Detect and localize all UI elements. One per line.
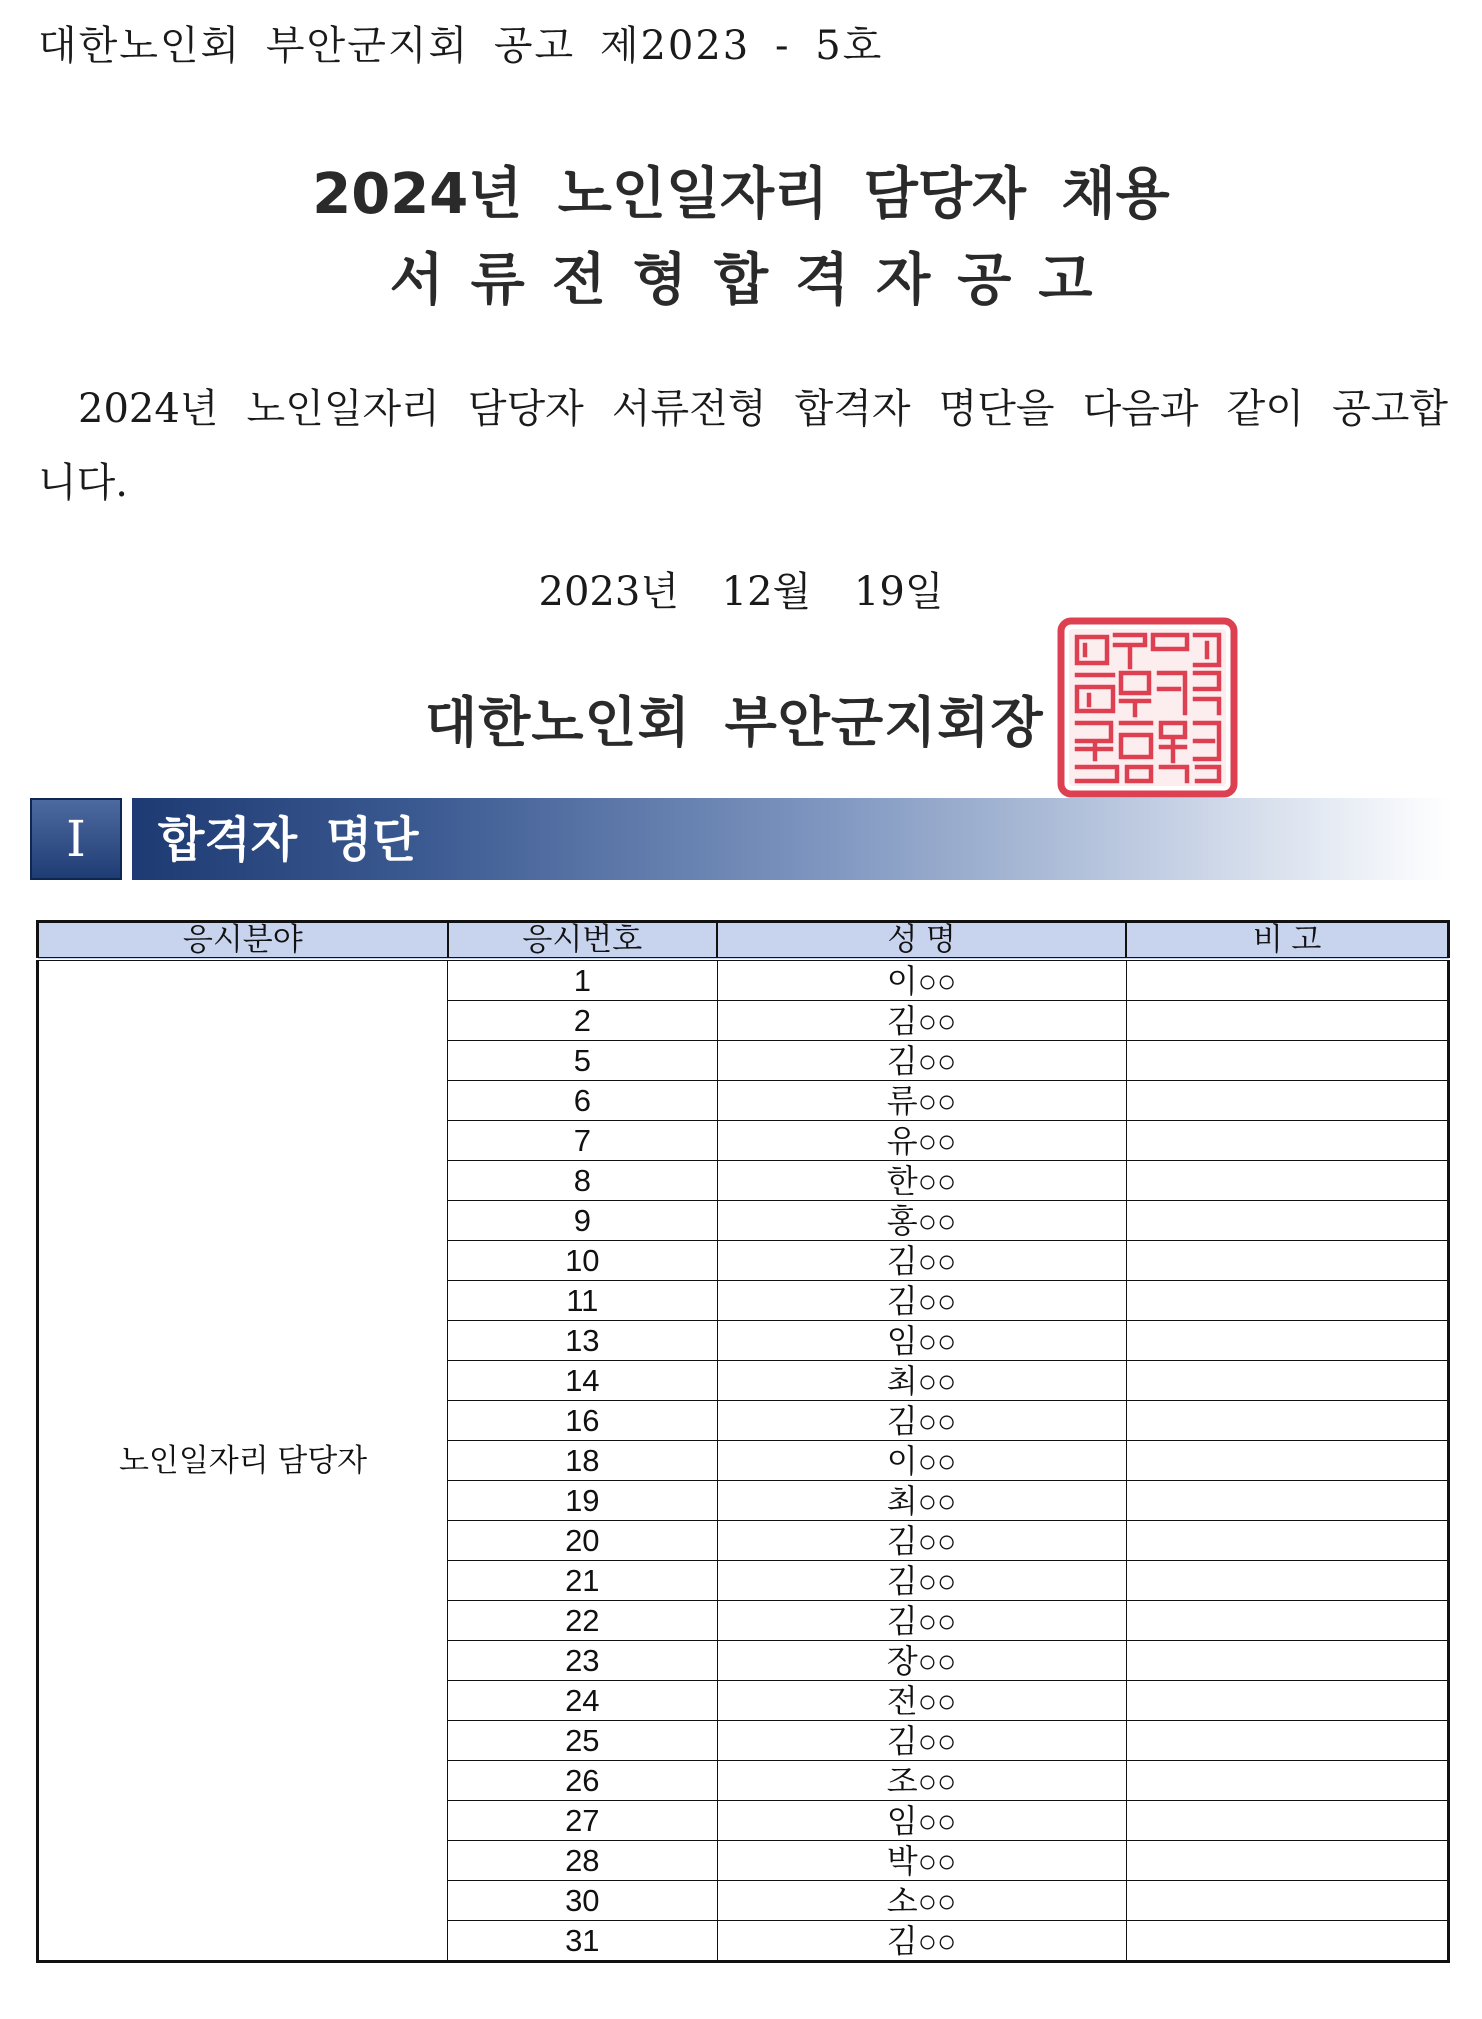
cell-number: 20 [448, 1521, 717, 1561]
notice-number: 대한노인회 부안군지회 공고 제2023 - 5호 [38, 23, 884, 69]
cell-number: 14 [448, 1361, 717, 1401]
cell-note [1126, 1601, 1448, 1641]
cell-note [1126, 959, 1448, 1001]
table-header-row [38, 922, 1449, 960]
header-name: 성 명 [717, 922, 1126, 960]
cell-name: 이○○ [717, 959, 1126, 1001]
cell-note [1126, 1001, 1448, 1041]
cell-name: 임○○ [717, 1801, 1126, 1841]
header-number: 응시번호 [448, 922, 717, 960]
cell-name: 홍○○ [717, 1201, 1126, 1241]
cell-note [1126, 1161, 1448, 1201]
cell-name: 김○○ [717, 1241, 1126, 1281]
cell-name: 김○○ [717, 1001, 1126, 1041]
cell-note [1126, 1721, 1448, 1761]
cell-name: 유○○ [717, 1121, 1126, 1161]
cell-note [1126, 1081, 1448, 1121]
cell-number: 21 [448, 1561, 717, 1601]
cell-note [1126, 1201, 1448, 1241]
header-field: 응시분야 [38, 922, 448, 960]
cell-note [1126, 1121, 1448, 1161]
cell-number: 22 [448, 1601, 717, 1641]
cell-number: 18 [448, 1441, 717, 1481]
cell-note [1126, 1281, 1448, 1321]
cell-note [1126, 1481, 1448, 1521]
cell-number: 13 [448, 1321, 717, 1361]
cell-note [1126, 1241, 1448, 1281]
cell-note [1126, 1641, 1448, 1681]
cell-number: 6 [448, 1081, 717, 1121]
header-note: 비 고 [1126, 922, 1448, 960]
cell-note [1126, 1041, 1448, 1081]
cell-note [1126, 1401, 1448, 1441]
faint-stamp-mark [1400, 620, 1460, 632]
cell-note [1126, 1921, 1448, 1962]
cell-name: 박○○ [717, 1841, 1126, 1881]
cell-name: 전○○ [717, 1681, 1126, 1721]
cell-name: 김○○ [717, 1921, 1126, 1962]
cell-name: 한○○ [717, 1161, 1126, 1201]
cell-number: 25 [448, 1721, 717, 1761]
cell-name: 류○○ [717, 1081, 1126, 1121]
cell-number: 23 [448, 1641, 717, 1681]
cell-field: 노인일자리 담당자 [38, 959, 448, 1962]
cell-name: 김○○ [717, 1721, 1126, 1761]
cell-number: 24 [448, 1681, 717, 1721]
cell-note [1126, 1361, 1448, 1401]
cell-note [1126, 1321, 1448, 1361]
document-subtitle: 서류전형합격자공고 [389, 248, 1120, 313]
cell-number: 27 [448, 1801, 717, 1841]
cell-number: 2 [448, 1001, 717, 1041]
intro-paragraph: 2024년 노인일자리 담당자 서류전형 합격자 명단을 다음과 같이 공고합니다. [38, 386, 1448, 506]
cell-name: 김○○ [717, 1561, 1126, 1601]
results-table [36, 920, 1450, 1963]
official-seal [1055, 615, 1240, 800]
cell-name: 최○○ [717, 1361, 1126, 1401]
cell-number: 7 [448, 1121, 717, 1161]
cell-number: 30 [448, 1881, 717, 1921]
cell-name: 김○○ [717, 1521, 1126, 1561]
cell-name: 김○○ [717, 1281, 1126, 1321]
cell-name: 김○○ [717, 1601, 1126, 1641]
section-number: Ⅰ [30, 798, 122, 880]
cell-number: 1 [448, 959, 717, 1001]
cell-number: 19 [448, 1481, 717, 1521]
cell-name: 이○○ [717, 1441, 1126, 1481]
cell-note [1126, 1521, 1448, 1561]
cell-note [1126, 1881, 1448, 1921]
cell-number: 16 [448, 1401, 717, 1441]
cell-number: 28 [448, 1841, 717, 1881]
cell-name: 임○○ [717, 1321, 1126, 1361]
cell-name: 조○○ [717, 1761, 1126, 1801]
issuing-organization: 대한노인회 부안군지회장 [425, 691, 1044, 754]
table-row [38, 959, 1449, 1001]
document-title: 2024년 노인일자리 담당자 채용 [312, 162, 1170, 227]
cell-name: 김○○ [717, 1401, 1126, 1441]
cell-number: 5 [448, 1041, 717, 1081]
cell-number: 10 [448, 1241, 717, 1281]
cell-note [1126, 1761, 1448, 1801]
notice-date: 2023년 12월 19일 [538, 569, 944, 615]
cell-number: 26 [448, 1761, 717, 1801]
cell-note [1126, 1561, 1448, 1601]
cell-note [1126, 1801, 1448, 1841]
cell-number: 8 [448, 1161, 717, 1201]
cell-name: 장○○ [717, 1641, 1126, 1681]
cell-number: 11 [448, 1281, 717, 1321]
cell-name: 소○○ [717, 1881, 1126, 1921]
cell-note [1126, 1841, 1448, 1881]
cell-note [1126, 1681, 1448, 1721]
section-title: 합격자 명단 [158, 812, 419, 868]
cell-note [1126, 1441, 1448, 1481]
cell-name: 김○○ [717, 1041, 1126, 1081]
cell-number: 31 [448, 1921, 717, 1962]
cell-number: 9 [448, 1201, 717, 1241]
cell-name: 최○○ [717, 1481, 1126, 1521]
